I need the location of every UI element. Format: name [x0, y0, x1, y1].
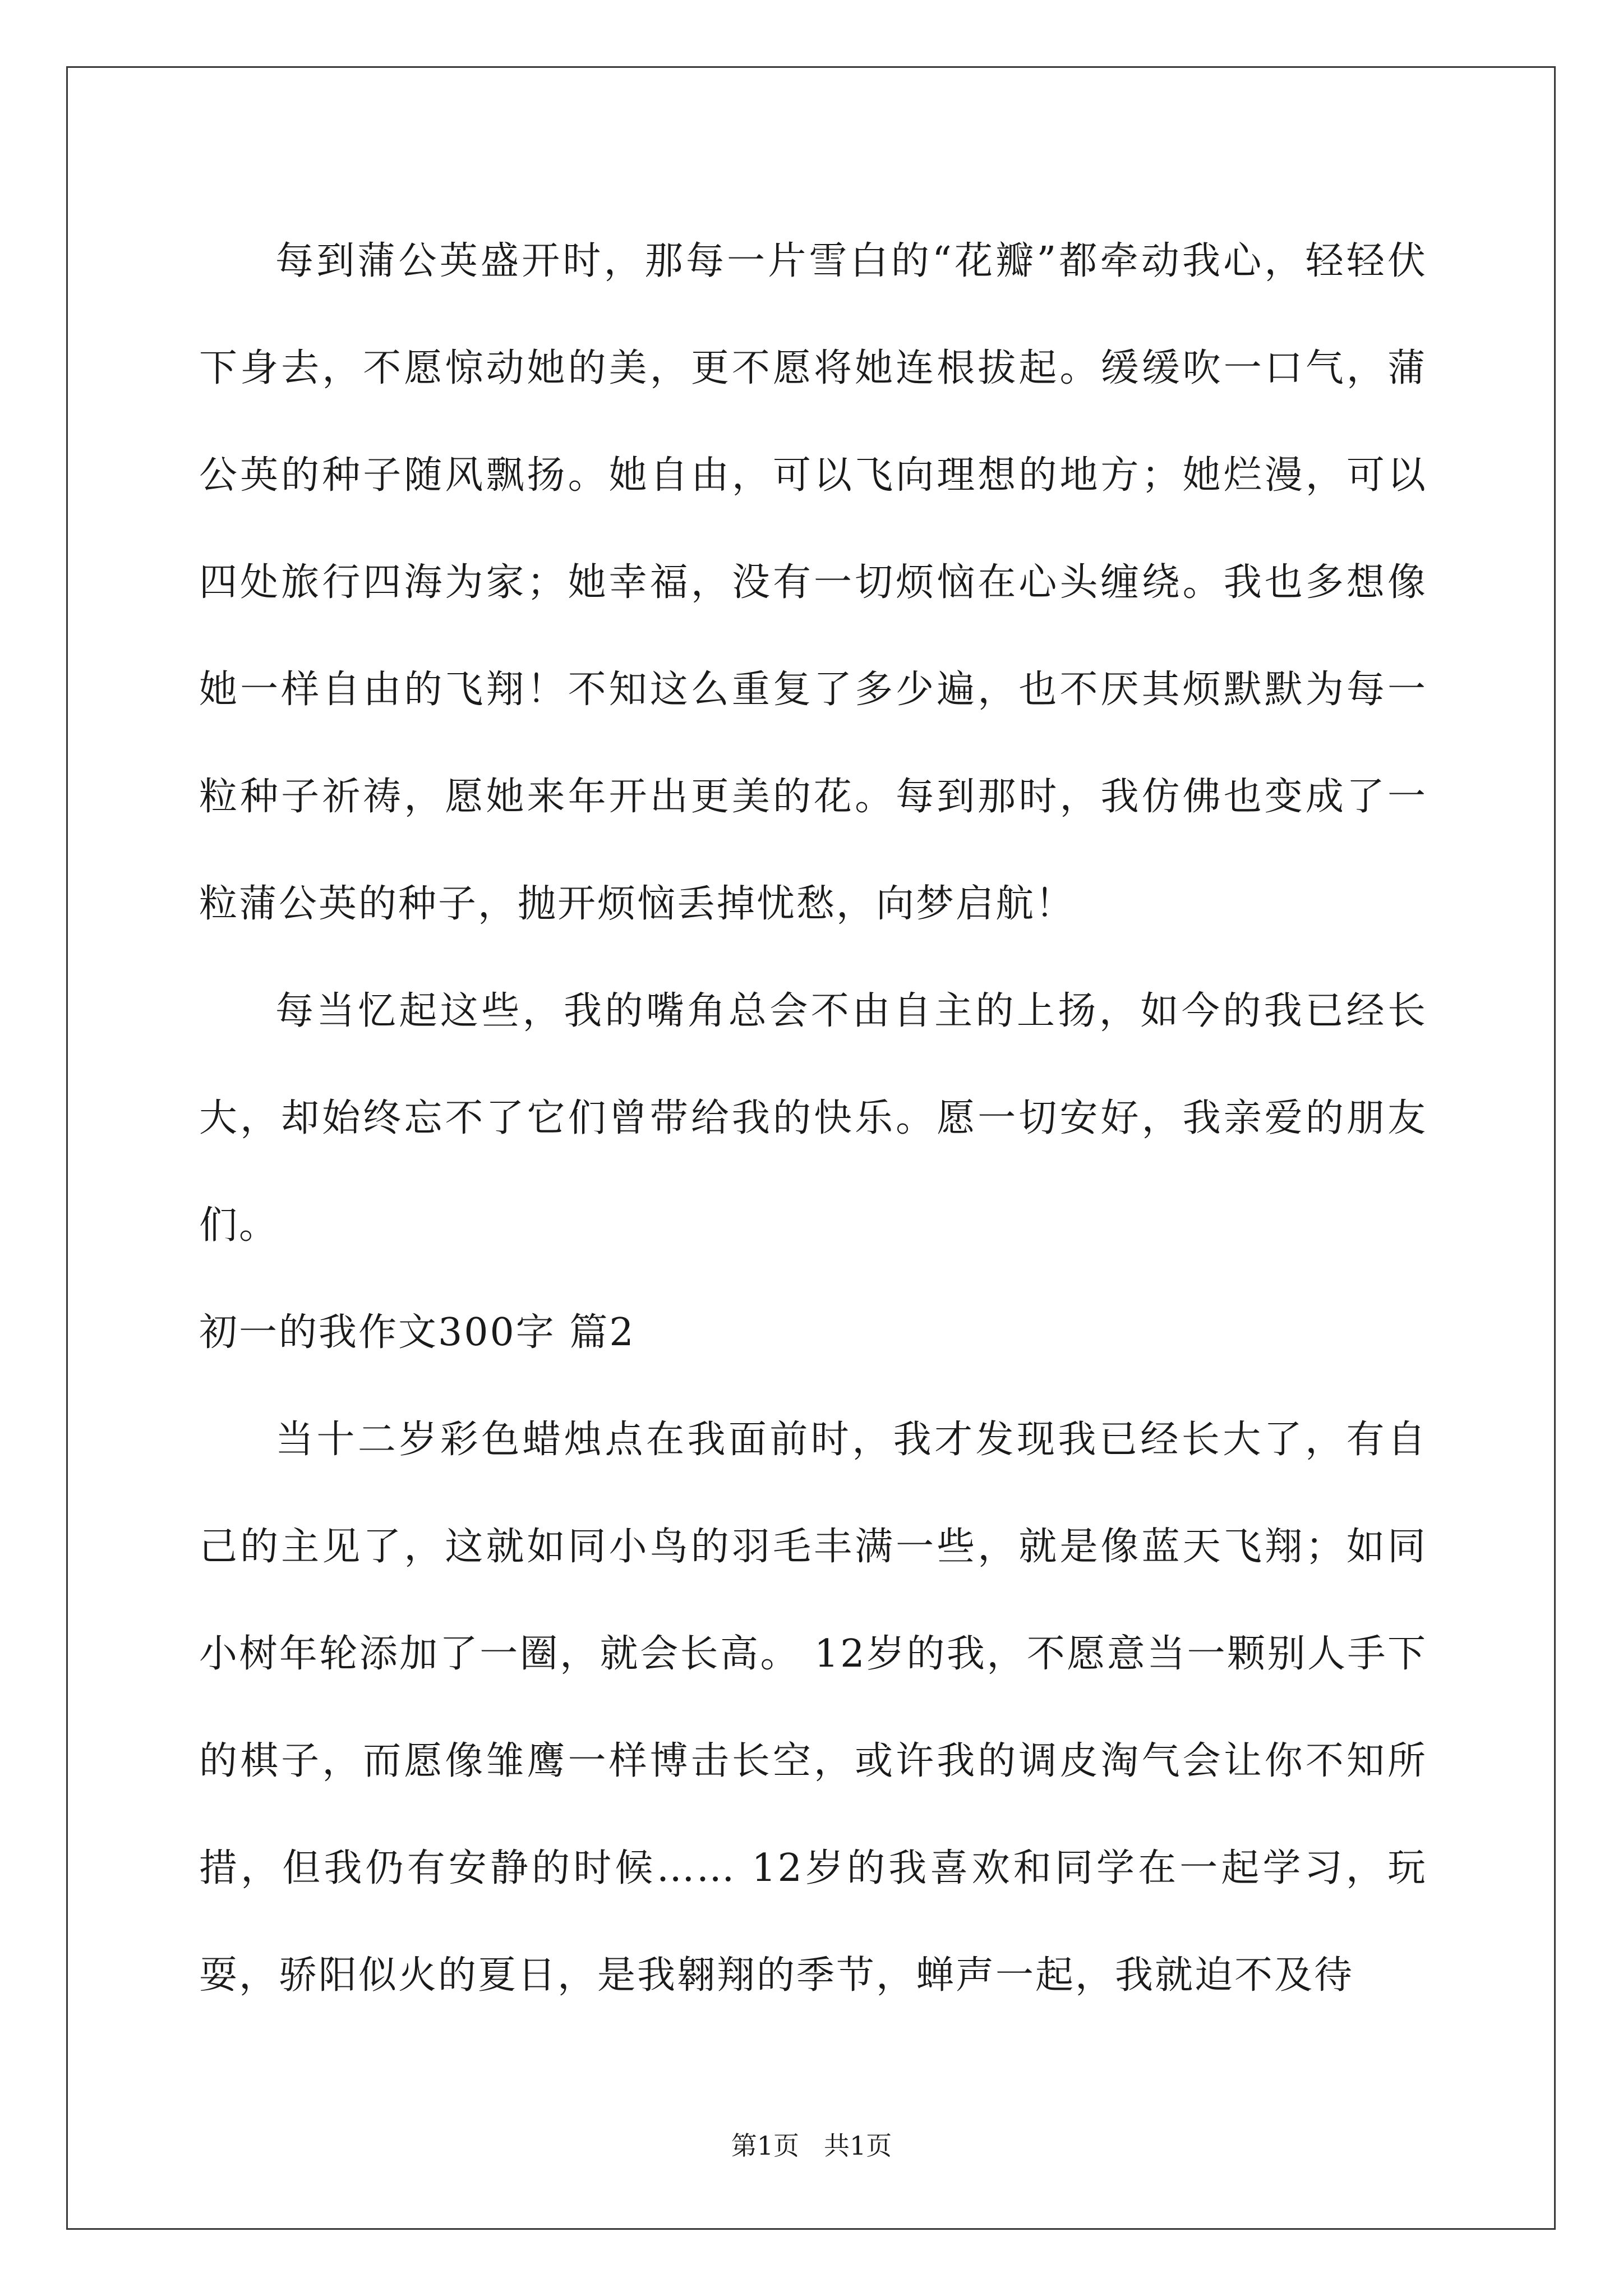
document-body: [199, 208, 1427, 2029]
page-total: 共1页: [824, 2131, 892, 2161]
paragraph-twelve: 当十二岁彩色蜡烛点在我面前时，我才发现我已经长大了，有自己的主见了，这就如同小鸟的羽毛丰满一些，就是像蓝天飞翔；如同小树年轮添加了一圈，就会长高。 12岁的我，不愿意当一颗别人手下的棋子，而愿像雏鹰一样博击长空，或许我的调皮淘气会让你不知所措，但我仍有安静的时候…… 12岁的我喜欢和同学在一起学习，玩耍，骄阳似火的夏日，是我翱翔的季节，蝉声一起，我就迫不及待: [199, 1418, 1427, 1998]
section-heading: 初一的我作文300字 篇2: [199, 1310, 635, 1355]
page-number: 第1页: [731, 2131, 799, 2161]
page-footer: [0, 2129, 1623, 2162]
paragraph-memories: 每当忆起这些，我的嘴角总会不由自主的上扬，如今的我已经长大，却始终忘不了它们曾带给我的快乐。愿一切安好，我亲爱的朋友们。: [199, 989, 1427, 1248]
paragraph-dandelion: 每到蒲公英盛开时，那每一片雪白的“花瓣”都牵动我心，轻轻伏下身去，不愿惊动她的美，更不愿将她连根拔起。缓缓吹一口气，蒲公英的种子随风飘扬。她自由，可以飞向理想的地方；她烂漫，可以四处旅行四海为家；她幸福，没有一切烦恼在心头缠绕。我也多想像她一样自由的飞翔！不知这么重复了多少遍，也不厌其烦默默为每一粒种子祈祷，愿她来年开出更美的花。每到那时，我仿佛也变成了一粒蒲公英的种子，抛开烦恼丢掉忧愁，向梦启航！: [199, 239, 1427, 926]
